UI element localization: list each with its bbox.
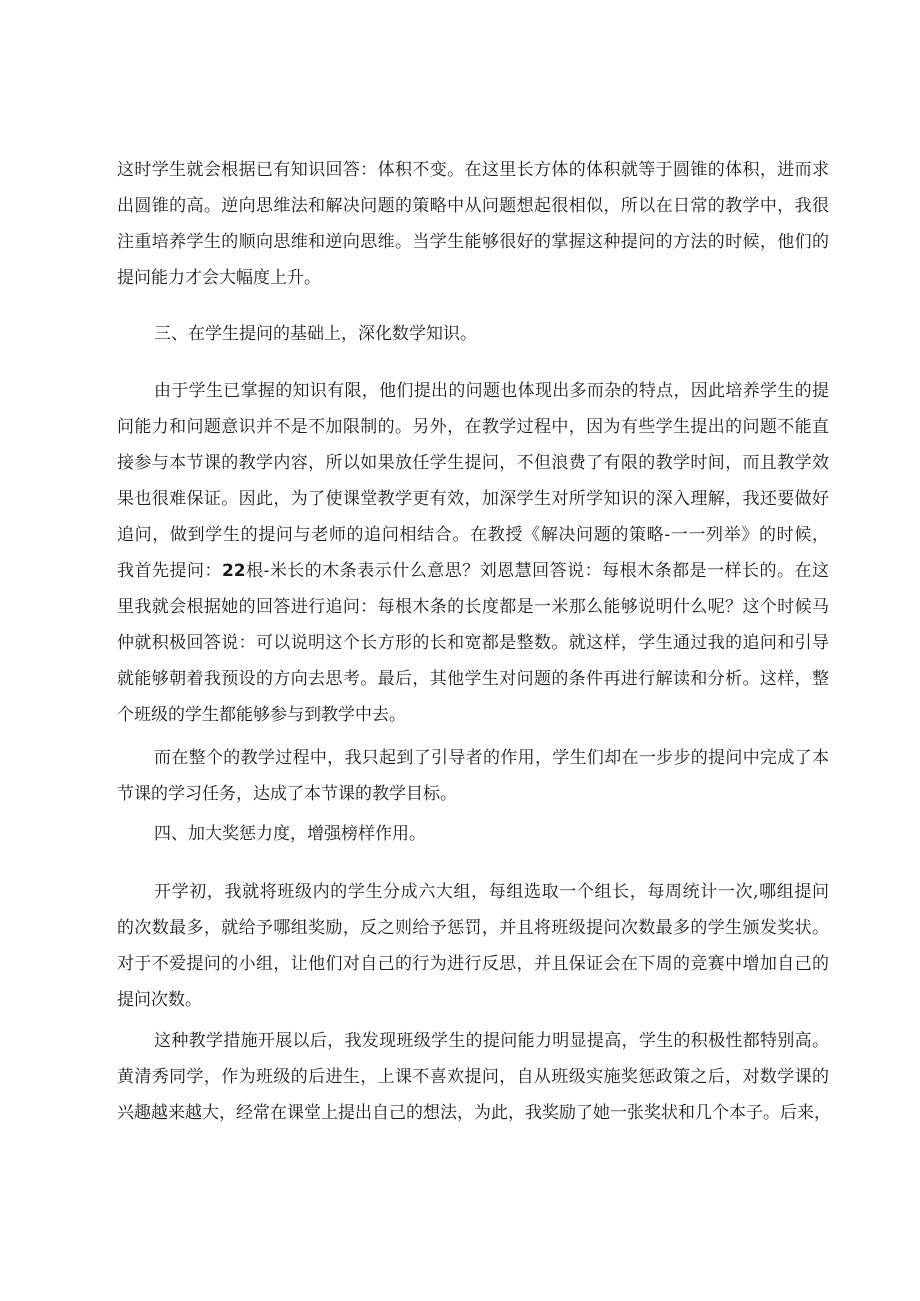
- paragraph-3: [117, 740, 829, 812]
- text-line: 的次数最多，就给予哪组奖励，反之则给予惩罚，并且将班级提问次数最多的学生颁发奖状。: [117, 918, 829, 938]
- text-line: 而在整个的教学过程中，我只起到了引导者的作用，学生们却在一步步的提问中完成了本: [154, 748, 829, 768]
- text-line: 开学初，我就将班级内的学生分成六大组，每组选取一个组长，每周统计一次,哪组提问: [154, 882, 829, 902]
- number-text: 22: [221, 561, 246, 581]
- text-line: 里我就会根据她的回答进行追问：每根木条的长度都是一米那么能够说明什么呢？这个时候马: [117, 597, 829, 617]
- text-segment: 根-米长的木条表示什么意思？刘恩慧回答说：每根木条都是一样长的。在这: [245, 561, 829, 581]
- text-line: 这时学生就会根据已有知识回答：体积不变。在这里长方体的体积就等于圆锥的体积，进而求: [117, 160, 829, 180]
- text-line: [117, 553, 829, 589]
- text-segment: 我首先提问：: [117, 561, 222, 581]
- text-line: 对于不爱提问的小组，让他们对自己的行为进行反思，并且保证会在下周的竞赛中增加自己的: [117, 954, 829, 974]
- text-line: 接参与本节课的教学内容，所以如果放任学生提问，不但浪费了有限的教学时间，而且教学效: [117, 453, 829, 473]
- text-line: 仲就积极回答说：可以说明这个长方形的长和宽都是整数。就这样，学生通过我的追问和引导: [117, 633, 829, 653]
- text-line: 出圆锥的高。逆向思维法和解决问题的策略中从问题想起很相似，所以在日常的教学中，我很: [117, 196, 829, 216]
- text-line: 就能够朝着我预设的方向去思考。最后，其他学生对问题的条件再进行解读和分析。这样，整: [117, 669, 829, 689]
- paragraph-4: [117, 874, 829, 1018]
- text-line: 个班级的学生都能够参与到教学中去。: [117, 705, 406, 725]
- text-line: 追问，做到学生的提问与老师的追问相结合。在教授《解决问题的策略-一一列举》的时候，: [117, 525, 829, 545]
- paragraph-5: [117, 1023, 829, 1131]
- text-line: 兴趣越来越大，经常在课堂上提出自己的想法，为此，我奖励了她一张奖状和几个本子。后来，: [117, 1103, 831, 1123]
- text-line: 果也很难保证。因此，为了使课堂教学更有效，加深学生对所学知识的深入理解，我还要做好: [117, 489, 829, 509]
- text-line: 黄清秀同学，作为班级的后进生，上课不喜欢提问，自从班级实施奖惩政策之后，对数学课的: [117, 1067, 829, 1087]
- text-line: 注重培养学生的顺向思维和逆向思维。当学生能够很好的掌握这种提问的方法的时候，他们的: [117, 232, 829, 252]
- text-line: 提问次数。: [117, 990, 202, 1010]
- section-heading-3: 三、在学生提问的基础上，深化数学知识。: [154, 324, 477, 344]
- text-line: 节课的学习任务，达成了本节课的教学目标。: [117, 784, 457, 804]
- text-line: 问能力和问题意识并不是不加限制的。另外，在教学过程中，因为有些学生提出的问题不能直: [117, 417, 829, 437]
- text-line: 由于学生已掌握的知识有限，他们提出的问题也体现出多而杂的特点，因此培养学生的提: [154, 381, 829, 401]
- text-line: 提问能力才会大幅度上升。: [117, 268, 321, 288]
- section-heading-4: 四、加大奖惩力度，增强榜样作用。: [154, 824, 426, 844]
- paragraph-1: [117, 152, 829, 296]
- paragraph-2: [117, 373, 829, 733]
- text-line: 这种教学措施开展以后，我发现班级学生的提问能力明显提高，学生的积极性都特别高。: [154, 1031, 829, 1051]
